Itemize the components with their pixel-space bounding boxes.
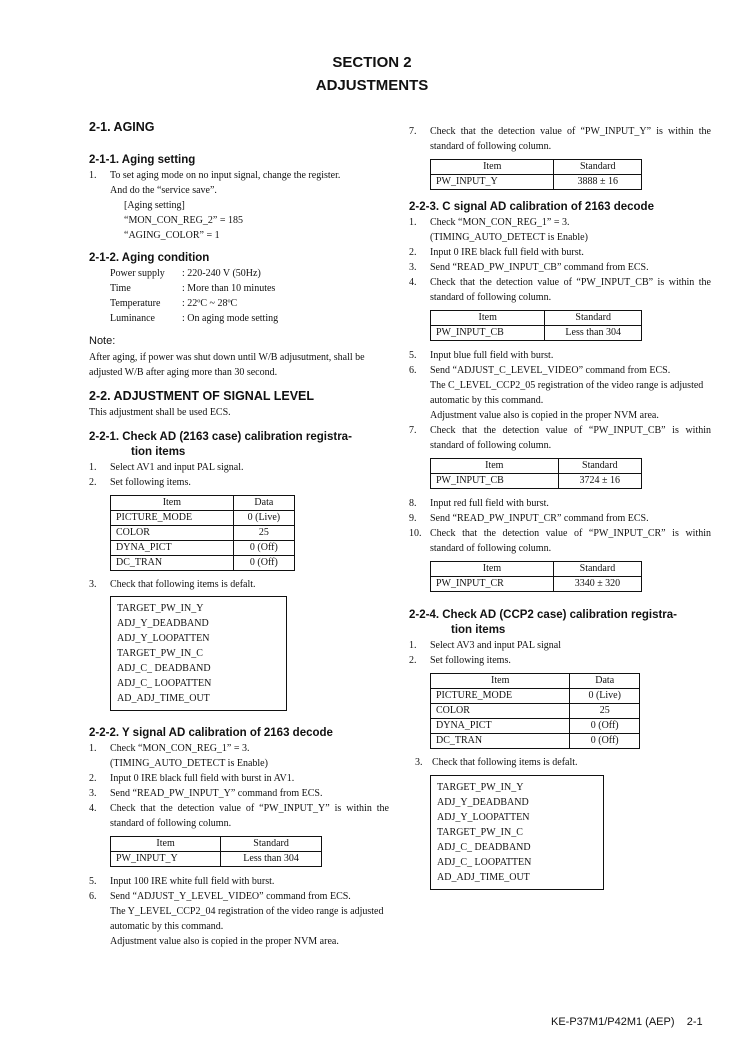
heading-2-2-2: 2-2-2. Y signal AD calibration of 2163 decode [89,727,333,739]
list-item-cont: Adjustment value also is copied in the proper NVM area. [110,936,339,947]
left-column [89,120,389,949]
note-label: Note: [89,335,116,347]
list-item-cont: The Y_LEVEL_CCP2_04 registration of the video range is adjusted automatic by this command. [110,906,384,932]
aging-setting-label: [Aging setting] [124,200,185,211]
list-item: 2. Set following items. [89,477,191,488]
table-row: PICTURE_MODE 0 (Live) [431,689,640,704]
list-item-cont: The C_LEVEL_CCP2_05 registration of the video range is adjusted automatic by this command. [430,380,704,406]
aging-condition-list: Power supply : 220-240 V (50Hz) Time : More than 10 minutes Temperature : 22ºC ~ 28ºC Luminance : On aging mode setting [110,268,279,324]
list-item: 3. Send “READ_PW_INPUT_Y” command from ECS. [89,788,323,799]
list-item: 4. Check that the detection value of “PW_INPUT_Y” is within the standard of following column. [89,803,389,829]
standard-table: Item Standard PW_INPUT_Y Less than 304 [110,836,322,867]
list-item: 2. Input 0 IRE black full field with burst in AV1. [89,773,295,784]
list-item: 1. Check “MON_CON_REG_1” = 3. [409,217,570,228]
list-item: 7. Check that the detection value of “PW_INPUT_Y” is within the standard of following column. [409,126,711,152]
settings-table: Item Data PICTURE_MODE 0 (Live) COLOR 25 DYNA_PICT 0 (Off) DC_TRAN 0 (Off) [110,495,295,571]
note-text: After aging, if power was shut down until W/B adjusutment, shall be adjusted W/B after aging more than 30 second. [89,352,365,378]
list-item-cont: (TIMING_AUTO_DETECT is Enable) [430,232,588,243]
list-item: 5. Input 100 IRE white full field with burst. [89,876,275,887]
list-item: 10. Check that the detection value of “PW_INPUT_CR” is within standard of following column. [409,528,711,554]
heading-2-2-3: 2-2-3. C signal AD calibration of 2163 decode [409,201,654,213]
list-item: 4. Check that the detection value of “PW_INPUT_CB” is within the standard of following column. [409,277,711,303]
list-item-cont: Adjustment value also is copied in the proper NVM area. [430,410,659,421]
list-item: 6. Send “ADJUST_Y_LEVEL_VIDEO” command from ECS. [89,891,351,902]
standard-table: Item Standard PW_INPUT_CB Less than 304 [430,310,642,341]
right-column [409,124,711,890]
aging-setting-line: “MON_CON_REG_2” = 185 [124,215,243,226]
standard-table: Item Standard PW_INPUT_CB 3724 ± 16 [430,458,642,489]
heading-2-2: 2-2. ADJUSTMENT OF SIGNAL LEVEL [89,389,315,403]
heading-2-1-2: 2-1-2. Aging condition [89,252,210,264]
page-footer: KE-P37M1/P42M1 (AEP) 2-1 [551,1016,703,1028]
section-heading: SECTION 2 [332,54,412,71]
list-item: 9. Send “READ_PW_INPUT_CR” command from ECS. [409,513,649,524]
page-title: ADJUSTMENTS [315,77,429,94]
table-row: COLOR 25 [431,704,640,719]
table-row: DC_TRAN 0 (Off) [431,734,640,749]
table-row: PW_INPUT_CR 3340 ± 320 [431,577,642,592]
intro-text: This adjustment shall be used ECS. [89,407,231,418]
list-item: 7. Check that the detection value of “PW_INPUT_CB” is within standard of following column. [409,425,711,451]
table-row: PW_INPUT_Y 3888 ± 16 [431,175,642,190]
table-row: DYNA_PICT 0 (Off) [111,541,295,556]
list-item-cont: (TIMING_AUTO_DETECT is Enable) [110,758,268,769]
settings-table: Item Data PICTURE_MODE 0 (Live) COLOR 25 DYNA_PICT 0 (Off) DC_TRAN 0 (Off) [430,673,640,749]
list-item: 1. Select AV3 and input PAL signal [409,640,562,651]
heading-2-2-1: 2-2-1. Check AD (2163 case) calibration registra- tion items [89,431,352,458]
list-item-cont: And do the “service save”. [110,185,217,196]
heading-2-2-4: 2-2-4. Check AD (CCP2 case) calibration registra- tion items [409,609,677,636]
list-item: 3. Send “READ_PW_INPUT_CB” command from ECS. [409,262,649,273]
list-item: 1. To set aging mode on no input signal, change the register. [89,170,341,181]
table-row: PICTURE_MODE 0 (Live) [111,511,295,526]
list-item: 5. Input blue full field with burst. [409,350,554,361]
table-row: DC_TRAN 0 (Off) [111,556,295,571]
list-item: 1. Check “MON_CON_REG_1” = 3. [89,743,250,754]
aging-setting-line: “AGING_COLOR” = 1 [124,230,220,241]
list-item: 2. Input 0 IRE black full field with burst. [409,247,584,258]
list-item: 6. Send “ADJUST_C_LEVEL_VIDEO” command from ECS. [409,365,671,376]
list-item: 1. Select AV1 and input PAL signal. [89,462,244,473]
table-row: COLOR 25 [111,526,295,541]
list-item: 3. Check that following items is defalt. [415,757,578,768]
list-item: 3. Check that following items is defalt. [89,579,256,590]
table-row: PW_INPUT_Y Less than 304 [111,852,322,867]
standard-table: Item Standard PW_INPUT_CR 3340 ± 320 [430,561,642,592]
table-row: DYNA_PICT 0 (Off) [431,719,640,734]
list-item: 8. Input red full field with burst. [409,498,549,509]
standard-table: Item Standard PW_INPUT_Y 3888 ± 16 [430,159,642,190]
table-row: PW_INPUT_CB Less than 304 [431,326,642,341]
heading-2-1: 2-1. AGING [89,120,155,134]
default-items-box: TARGET_PW_IN_Y ADJ_Y_DEADBAND ADJ_Y_LOOPATTEN TARGET_PW_IN_C ADJ_C_ DEADBAND ADJ_C_ LOOPATTEN AD_ADJ_TIME_OUT [430,775,604,890]
table-row: PW_INPUT_CB 3724 ± 16 [431,474,642,489]
list-item: 2. Set following items. [409,655,511,666]
default-items-box: TARGET_PW_IN_Y ADJ_Y_DEADBAND ADJ_Y_LOOPATTEN TARGET_PW_IN_C ADJ_C_ DEADBAND ADJ_C_ LOOPATTEN AD_ADJ_TIME_OUT [110,596,287,711]
heading-2-1-1: 2-1-1. Aging setting [89,154,196,166]
